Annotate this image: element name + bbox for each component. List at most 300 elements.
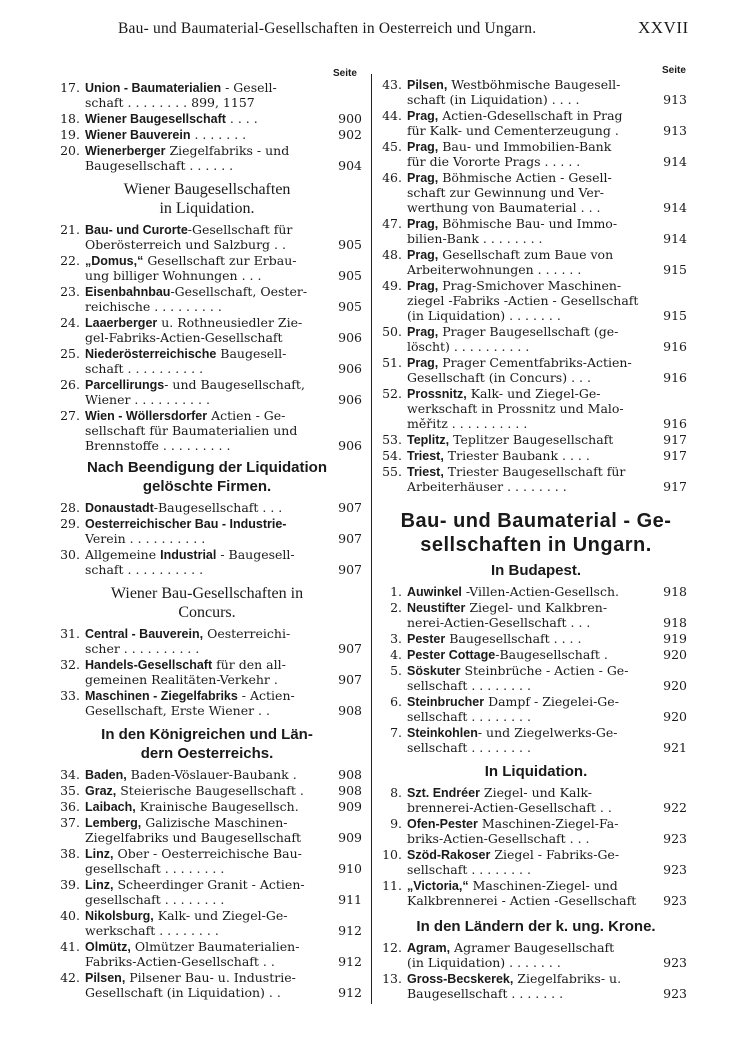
entry-continuation: briks-Actien-Gesellschaft . . . <box>407 831 590 846</box>
index-entry <box>52 143 362 173</box>
page-reference: 907 <box>338 641 362 656</box>
entry-text <box>85 408 285 424</box>
page-reference: 923 <box>663 986 687 1001</box>
entry-number: 2. <box>390 600 402 615</box>
entry-number: 33. <box>60 688 80 703</box>
entry-description: Galizische Maschinen- <box>141 815 288 830</box>
entry-text <box>407 878 618 894</box>
entry-continuation: ung billiger Wohnungen . . . <box>85 268 262 283</box>
entry-name: Parcellirungs <box>85 378 165 392</box>
index-entry <box>52 547 362 577</box>
entry-description: Prager Baugesellschaft (ge- <box>438 324 619 339</box>
entry-text <box>85 143 289 159</box>
entry-text <box>85 846 302 862</box>
page-number: XXVII <box>638 18 689 37</box>
entry-description: Prag-Smichover Maschinen- <box>438 278 622 293</box>
page-reference: 911 <box>338 892 362 907</box>
entry-continuation: löscht) . . . . . . . . . . <box>407 339 530 354</box>
entry-description: Ziegel - Fabriks-Ge- <box>490 847 620 862</box>
entry-continuation: gesellschaft . . . . . . . . <box>85 861 225 876</box>
entry-text <box>85 377 305 393</box>
entry-description: Baugesellschaft . . . . <box>445 631 582 646</box>
entry-name: Wiener Baugesellschaft <box>85 112 226 126</box>
index-entry <box>52 908 362 938</box>
entry-description: u. Rothneusiedler Zie- <box>157 315 303 330</box>
entry-description: Olmützer Baumaterialien- <box>130 939 300 954</box>
entry-text <box>407 108 623 124</box>
entry-number: 5. <box>390 663 402 678</box>
entry-text <box>85 253 296 269</box>
entry-number: 18. <box>60 111 80 126</box>
entry-name: Bau- und Curorte <box>85 223 188 237</box>
index-entry <box>52 346 362 376</box>
entry-continuation: Oberösterreich und Salzburg . . <box>85 237 286 252</box>
entry-description: Triester Baubank . . . . <box>443 448 590 463</box>
entry-name: Nikolsburg, <box>85 909 154 923</box>
entry-number: 8. <box>390 785 402 800</box>
entry-name: Szöd-Rakoser <box>407 848 491 862</box>
entry-continuation: Ziegelfabriks und Baugesellschaft <box>85 830 302 845</box>
entry-text <box>407 600 607 616</box>
page-reference: 923 <box>663 955 687 970</box>
index-entry <box>52 939 362 969</box>
entry-continuation: Gesellschaft, Erste Wiener . . <box>85 703 270 718</box>
page-reference: 915 <box>663 308 687 323</box>
entry-description: Actien-Gdesellschaft in Prag <box>438 108 623 123</box>
entry-continuation: bilien-Bank . . . . . . . . <box>407 231 543 246</box>
index-entry <box>52 377 362 407</box>
entry-text <box>407 940 614 956</box>
entry-description: Baden-Vöslauer-Baubank . <box>126 767 297 782</box>
page-reference: 902 <box>338 127 362 142</box>
entry-text <box>85 908 287 924</box>
entry-name: „Victoria,“ <box>407 879 469 893</box>
entry-description: Ziegel- und Kalk- <box>479 785 593 800</box>
entry-continuation: werthung von Baumaterial . . . <box>407 200 601 215</box>
section-heading: In Liquidation. <box>484 763 588 780</box>
page-reference: 913 <box>663 92 687 107</box>
entry-name: Prag, <box>407 109 439 123</box>
page-reference: 916 <box>663 370 687 385</box>
page-reference: 905 <box>338 299 362 314</box>
entry-name: Pilsen, <box>407 78 448 92</box>
index-entry <box>382 816 687 846</box>
entry-number: 25. <box>60 346 80 361</box>
page-reference: 906 <box>338 392 362 407</box>
entry-description: Böhmische Bau- und Immo- <box>438 216 618 231</box>
page-reference: 921 <box>663 740 687 755</box>
page-reference: 914 <box>663 154 687 169</box>
index-entry <box>52 284 362 314</box>
entry-name: Oesterreichischer Bau - Industrie- <box>85 517 287 531</box>
entry-name: Niederösterreichische <box>85 347 217 361</box>
index-entry <box>52 127 362 142</box>
entry-number: 1. <box>390 584 402 599</box>
entry-continuation: für die Vororte Prags . . . . . <box>407 154 581 169</box>
entry-name: Triest, <box>407 449 444 463</box>
entry-text <box>407 355 632 371</box>
entry-description: Agramer Baugesellschaft <box>450 940 615 955</box>
entry-name: Triest, <box>407 465 444 479</box>
entry-text <box>407 847 619 863</box>
entry-continuation: ziegel -Fabriks -Actien - Gesellschaft <box>407 293 639 308</box>
section-heading: Wiener Bau-Gesellschaften in <box>110 585 304 602</box>
entry-text <box>407 663 628 679</box>
entry-name: Wiener Bauverein <box>85 128 191 142</box>
entry-continuation: sellschaft . . . . . . . . <box>407 862 531 877</box>
entry-text <box>85 626 290 642</box>
section-heading: In Budapest. <box>490 562 581 579</box>
entry-description: Actien - Ge- <box>207 408 286 423</box>
page-reference: 914 <box>663 231 687 246</box>
entry-description: Prager Cementfabriks-Actien- <box>438 355 632 370</box>
index-entry <box>52 222 362 252</box>
index-entry <box>52 970 362 1000</box>
entry-number: 29. <box>60 516 80 531</box>
index-entry <box>382 324 687 354</box>
entry-number: 47. <box>382 216 402 231</box>
entry-name: Gross-Becskerek, <box>407 972 514 986</box>
entry-description: Gesellschaft zur Erbau- <box>143 253 297 268</box>
page-reference: 923 <box>663 862 687 877</box>
entry-description: Kalk- und Ziegel-Ge- <box>466 386 601 401</box>
entry-description: Baugesell- <box>216 346 287 361</box>
entry-description: Oesterreichi- <box>203 626 291 641</box>
entry-number: 27. <box>60 408 80 423</box>
entry-name: Linz, <box>85 878 114 892</box>
entry-continuation: Gesellschaft (in Concurs) . . . <box>407 370 591 385</box>
entry-number: 23. <box>60 284 80 299</box>
page-reference: 918 <box>663 615 687 630</box>
index-entry <box>52 783 362 798</box>
entry-text <box>407 694 619 710</box>
entry-name: Laibach, <box>85 800 136 814</box>
index-entry <box>52 767 362 782</box>
page-reference: 906 <box>338 330 362 345</box>
entry-number: 45. <box>382 139 402 154</box>
entry-text <box>85 127 246 143</box>
index-entry <box>382 647 687 662</box>
column-divider <box>371 74 372 1004</box>
page-reference: 906 <box>338 361 362 376</box>
entry-number: 7. <box>390 725 402 740</box>
entry-text <box>407 432 613 448</box>
index-entry <box>382 940 687 970</box>
section-heading: gelöschte Firmen. <box>142 478 272 495</box>
page-reference: 908 <box>338 767 362 782</box>
page-reference: 904 <box>338 158 362 173</box>
entry-name: Central - Bauverein, <box>85 627 204 641</box>
entry-continuation: sellschaft . . . . . . . . <box>407 709 531 724</box>
index-entry <box>382 847 687 877</box>
entry-name: Eisenbahnbau <box>85 285 171 299</box>
entry-number: 26. <box>60 377 80 392</box>
page-reference: 908 <box>338 703 362 718</box>
entry-name: Prag, <box>407 248 439 262</box>
entry-continuation: schaft . . . . . . . . . . <box>85 562 204 577</box>
entry-continuation: werkschaft in Prossnitz und Malo- <box>407 401 624 416</box>
page-reference: 905 <box>338 268 362 283</box>
entry-number: 22. <box>60 253 80 268</box>
entry-number: 43. <box>382 77 402 92</box>
entry-text <box>407 785 592 801</box>
entry-text <box>407 139 611 155</box>
entry-continuation: Brennstoffe . . . . . . . . . <box>85 438 231 453</box>
page-reference: 922 <box>663 800 687 815</box>
entry-continuation: nerei-Actien-Gesellschaft . . . <box>407 615 591 630</box>
entry-continuation: Wiener . . . . . . . . . . <box>85 392 210 407</box>
entry-text <box>85 767 297 783</box>
entry-number: 49. <box>382 278 402 293</box>
entry-continuation: scher . . . . . . . . . . <box>85 641 200 656</box>
index-entry <box>382 170 687 215</box>
entry-text <box>85 80 277 96</box>
entry-number: 21. <box>60 222 80 237</box>
entry-description: -Villen-Actien-Gesellsch. <box>461 584 619 599</box>
index-entry <box>52 846 362 876</box>
entry-name: Handels-Gesellschaft <box>85 658 213 672</box>
index-entry <box>382 247 687 277</box>
index-entry <box>382 694 687 724</box>
page-reference: 912 <box>338 954 362 969</box>
index-entry <box>382 139 687 169</box>
entry-name: Prag, <box>407 325 439 339</box>
section-heading: Wiener Baugesellschaften <box>123 181 291 198</box>
page-reference: 923 <box>663 831 687 846</box>
entry-name: Baden, <box>85 768 127 782</box>
entry-text <box>85 500 282 516</box>
entry-continuation: Gesellschaft (in Liquidation) . . <box>85 985 281 1000</box>
main-heading: sellschaften in Ungarn. <box>420 534 652 556</box>
entry-number: 46. <box>382 170 402 185</box>
page-reference: 923 <box>663 893 687 908</box>
index-entry <box>52 626 362 656</box>
entry-number: 55. <box>382 464 402 479</box>
page-reference: 907 <box>338 562 362 577</box>
index-entry <box>382 432 687 447</box>
entry-description: Ober - Oesterreichische Bau- <box>113 846 302 861</box>
index-entry <box>382 448 687 463</box>
page-reference: 909 <box>338 830 362 845</box>
entry-number: 3. <box>390 631 402 646</box>
entry-text <box>407 216 617 232</box>
entry-text <box>407 386 600 402</box>
entry-continuation: Fabriks-Actien-Gesellschaft . . <box>85 954 275 969</box>
entry-description: Bau- und Immobilien-Bank <box>438 139 612 154</box>
entry-description: Teplitzer Baugesellschaft <box>449 432 614 447</box>
entry-text <box>85 222 292 238</box>
page-reference: 912 <box>338 923 362 938</box>
entry-continuation: werkschaft . . . . . . . . <box>85 923 219 938</box>
entry-number: 31. <box>60 626 80 641</box>
page-reference: 916 <box>663 416 687 431</box>
entry-text <box>407 647 608 663</box>
entry-text <box>85 547 295 563</box>
entry-description: Dampf - Ziegelei-Ge- <box>484 694 619 709</box>
index-entry <box>382 584 687 599</box>
entry-name: Donaustadt <box>85 501 154 515</box>
index-entry <box>382 785 687 815</box>
entry-description: -Baugesellschaft . <box>495 647 608 662</box>
entry-text <box>85 111 258 127</box>
index-entry <box>52 80 362 110</box>
index-entry <box>52 815 362 845</box>
entry-name: Pester <box>407 632 446 646</box>
section-heading: Nach Beendigung der Liquidation <box>87 459 327 476</box>
index-entry <box>52 315 362 345</box>
page-reference: 914 <box>663 200 687 215</box>
index-entry <box>382 725 687 755</box>
page-reference: 912 <box>338 985 362 1000</box>
entry-description: Pilsener Bau- u. Industrie- <box>125 970 296 985</box>
index-entry <box>52 877 362 907</box>
entry-number: 10. <box>382 847 402 862</box>
entry-description: Krainische Baugesellsch. <box>135 799 299 814</box>
entry-name: Steinbrucher <box>407 695 485 709</box>
entry-name: Steinkohlen <box>407 726 478 740</box>
index-entry <box>382 878 687 908</box>
page-reference: 907 <box>338 500 362 515</box>
entry-text <box>85 939 299 955</box>
entry-name: Graz, <box>85 784 117 798</box>
entry-number: 41. <box>60 939 80 954</box>
entry-continuation: Kalkbrennerei - Actien -Gesellschaft <box>407 893 637 908</box>
entry-name: Union - Baumaterialien <box>85 81 222 95</box>
entry-number: 19. <box>60 127 80 142</box>
entry-number: 9. <box>390 816 402 831</box>
index-entry <box>52 500 362 515</box>
entry-continuation: für Kalk- und Cementerzeugung . <box>407 123 619 138</box>
entry-name: Prag, <box>407 279 439 293</box>
entry-continuation: gesellschaft . . . . . . . . <box>85 892 225 907</box>
index-entry <box>52 688 362 718</box>
entry-text <box>407 725 618 741</box>
entry-continuation: měřitz . . . . . . . . . . <box>407 416 528 431</box>
entry-continuation: schaft zur Gewinnung und Ver- <box>407 185 604 200</box>
index-entry <box>52 253 362 283</box>
entry-number: 11. <box>382 878 402 893</box>
page-reference: 916 <box>663 339 687 354</box>
index-entry <box>382 600 687 630</box>
entry-text <box>407 464 625 480</box>
running-header-title: Bau- und Baumaterial-Gesellschaften in Oesterreich und Ungarn. <box>118 20 537 37</box>
entry-text <box>85 815 288 831</box>
entry-name: Industrial <box>160 548 217 562</box>
entry-number: 30. <box>60 547 80 562</box>
entry-name: Linz, <box>85 847 114 861</box>
entry-name: Neustifter <box>407 601 466 615</box>
entry-continuation: schaft (in Liquidation) . . . . <box>407 92 580 107</box>
entry-number: 39. <box>60 877 80 892</box>
entry-number: 6. <box>390 694 402 709</box>
entry-text <box>407 247 613 263</box>
entry-description: -Gesellschaft für <box>187 222 293 237</box>
entry-number: 4. <box>390 647 402 662</box>
entry-description: - Gesell- <box>221 80 277 95</box>
entry-continuation: brennerei-Actien-Gesellschaft . . <box>407 800 612 815</box>
entry-number: 51. <box>382 355 402 370</box>
entry-description: Allgemeine <box>85 547 161 562</box>
page-reference: 908 <box>338 783 362 798</box>
entry-text <box>407 448 590 464</box>
entry-name: Auwinkel <box>407 585 462 599</box>
page-reference: 920 <box>663 647 687 662</box>
entry-description: Steierische Baugesellschaft . <box>116 783 304 798</box>
entry-continuation: sellschaft . . . . . . . . <box>407 740 531 755</box>
entry-description: Steinbrüche - Actien - Ge- <box>460 663 629 678</box>
entry-text <box>407 170 612 186</box>
entry-continuation: Arbeiterhäuser . . . . . . . . <box>407 479 567 494</box>
entry-text <box>407 278 621 294</box>
index-entry <box>382 216 687 246</box>
index-entry <box>52 799 362 814</box>
entry-number: 37. <box>60 815 80 830</box>
entry-description: - und Baugesellschaft, <box>164 377 305 392</box>
entry-name: „Domus,“ <box>85 254 144 268</box>
page-reference: 900 <box>338 111 362 126</box>
entry-text <box>85 315 302 331</box>
page-reference: 915 <box>663 262 687 277</box>
entry-description: -Baugesellschaft . . . <box>153 500 283 515</box>
page-reference: 919 <box>663 631 687 646</box>
entry-description: Gesellschaft zum Baue von <box>438 247 614 262</box>
entry-description: für den all- <box>212 657 286 672</box>
entry-description: Scheerdinger Granit - Actien- <box>113 877 305 892</box>
index-entry <box>52 408 362 453</box>
index-entry <box>52 516 362 546</box>
entry-description: Triester Baugesellschaft für <box>443 464 626 479</box>
index-entry <box>52 657 362 687</box>
page-reference: 913 <box>663 123 687 138</box>
index-entry <box>382 108 687 138</box>
entry-description: Ziegel- und Kalkbren- <box>465 600 608 615</box>
index-entry <box>382 971 687 1001</box>
index-entry <box>382 464 687 494</box>
entry-text <box>407 631 581 647</box>
entry-number: 13. <box>382 971 402 986</box>
entry-number: 35. <box>60 783 80 798</box>
entry-text <box>85 799 299 815</box>
entry-number: 17. <box>60 80 80 95</box>
entry-name: Prossnitz, <box>407 387 467 401</box>
index-entry <box>52 111 362 126</box>
index-entry <box>382 631 687 646</box>
entry-text <box>85 877 305 893</box>
page-reference: 907 <box>338 672 362 687</box>
entry-description: Ziegelfabriks - und <box>165 143 290 158</box>
entry-continuation: gel-Fabriks-Actien-Gesellschaft <box>85 330 283 345</box>
entry-description: . . . . . . . <box>190 127 247 142</box>
index-entry <box>382 77 687 107</box>
entry-description: - und Ziegelwerks-Ge- <box>477 725 618 740</box>
entry-description: Maschinen-Ziegel- und <box>468 878 618 893</box>
index-entry <box>382 278 687 323</box>
entry-text <box>407 816 618 832</box>
entry-number: 54. <box>382 448 402 463</box>
entry-continuation: Verein . . . . . . . . . . <box>85 531 206 546</box>
entry-text <box>407 77 620 93</box>
entry-description: -Gesellschaft, Oester- <box>170 284 308 299</box>
entry-name: Teplitz, <box>407 433 450 447</box>
entry-description: Böhmische Actien - Gesell- <box>438 170 612 185</box>
entry-name: Maschinen - Ziegelfabriks <box>85 689 238 703</box>
entry-text <box>85 970 296 986</box>
entry-number: 28. <box>60 500 80 515</box>
entry-name: Prag, <box>407 217 439 231</box>
entry-text <box>85 783 304 799</box>
entry-number: 52. <box>382 386 402 401</box>
page-reference: 920 <box>663 709 687 724</box>
